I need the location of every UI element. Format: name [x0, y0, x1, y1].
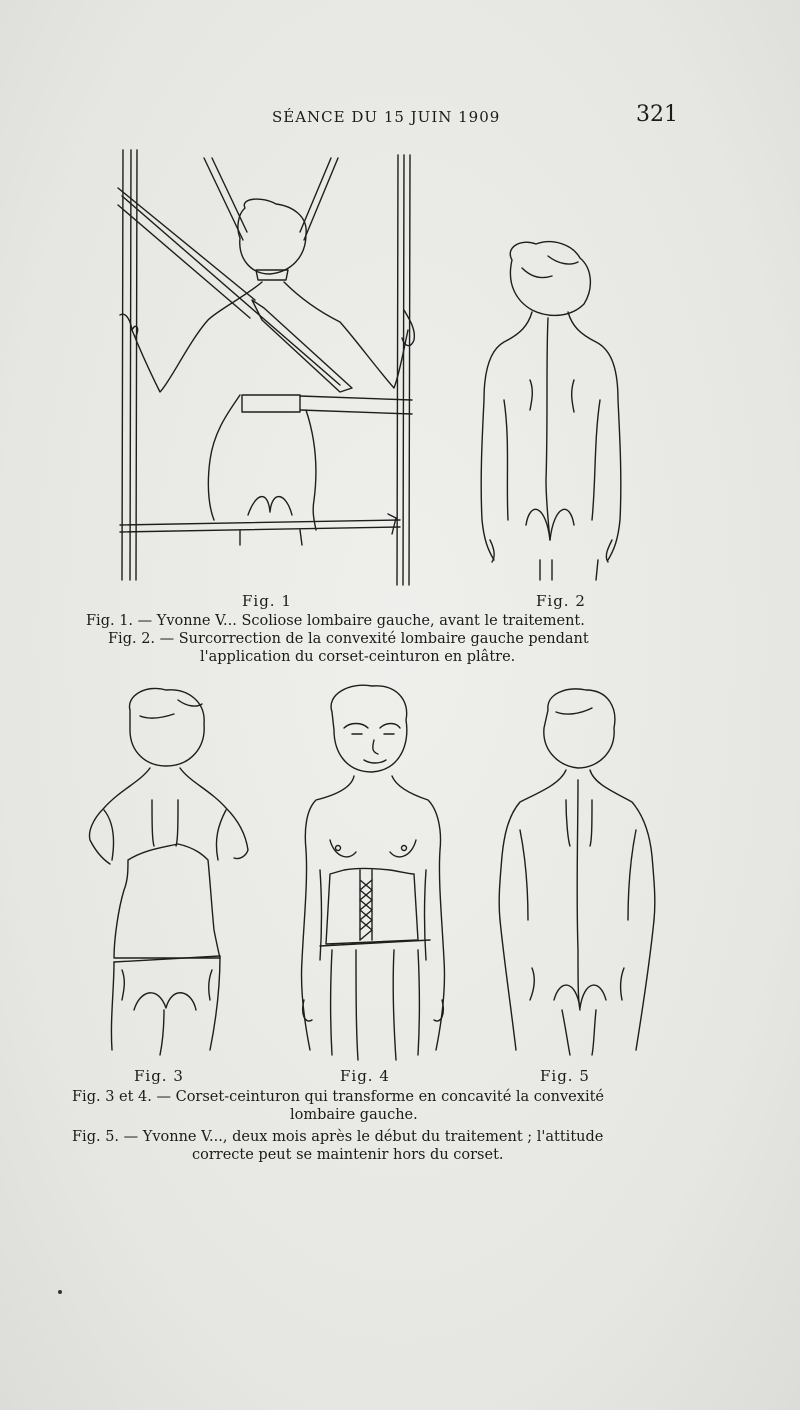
woman-back-view-with-corset-drawing: [90, 688, 248, 1055]
woman-back-view-corrected-drawing: [499, 689, 655, 1055]
fig2-label: Fig. 2: [536, 592, 586, 610]
caption-fig5-cont: correcte peut se maintenir hors du corset.: [192, 1147, 504, 1163]
woman-back-view-drawing: [481, 242, 621, 580]
fig1-label: Fig. 1: [242, 592, 292, 610]
running-header: SÉANCE DU 15 JUIN 1909: [272, 108, 501, 126]
fig4-label: Fig. 4: [340, 1067, 390, 1085]
caption-fig5: Fig. 5. — Yvonne V..., deux mois après le début du traitement ; l'attitude: [72, 1129, 604, 1145]
print-speck: [58, 1290, 62, 1294]
caption-fig3-4: Fig. 3 et 4. — Corset-ceinturon qui transforme en concavité la convexité: [72, 1089, 604, 1105]
fig3-label: Fig. 3: [134, 1067, 184, 1085]
fig5-label: Fig. 5: [540, 1067, 590, 1085]
woman-suspended-in-frame-drawing: [118, 150, 414, 585]
caption-fig2-cont: l'application du corset-ceinturon en plâtre.: [200, 649, 516, 665]
caption-fig1: Fig. 1. — Yvonne V... Scoliose lombaire gauche, avant le traitement.: [86, 613, 585, 629]
woman-front-view-with-corset-drawing: [301, 685, 444, 1060]
page-number: 321: [636, 102, 678, 127]
caption-fig2: Fig. 2. — Surcorrection de la convexité lombaire gauche pendant: [108, 631, 589, 647]
caption-fig3-4-cont: lombaire gauche.: [290, 1107, 418, 1123]
